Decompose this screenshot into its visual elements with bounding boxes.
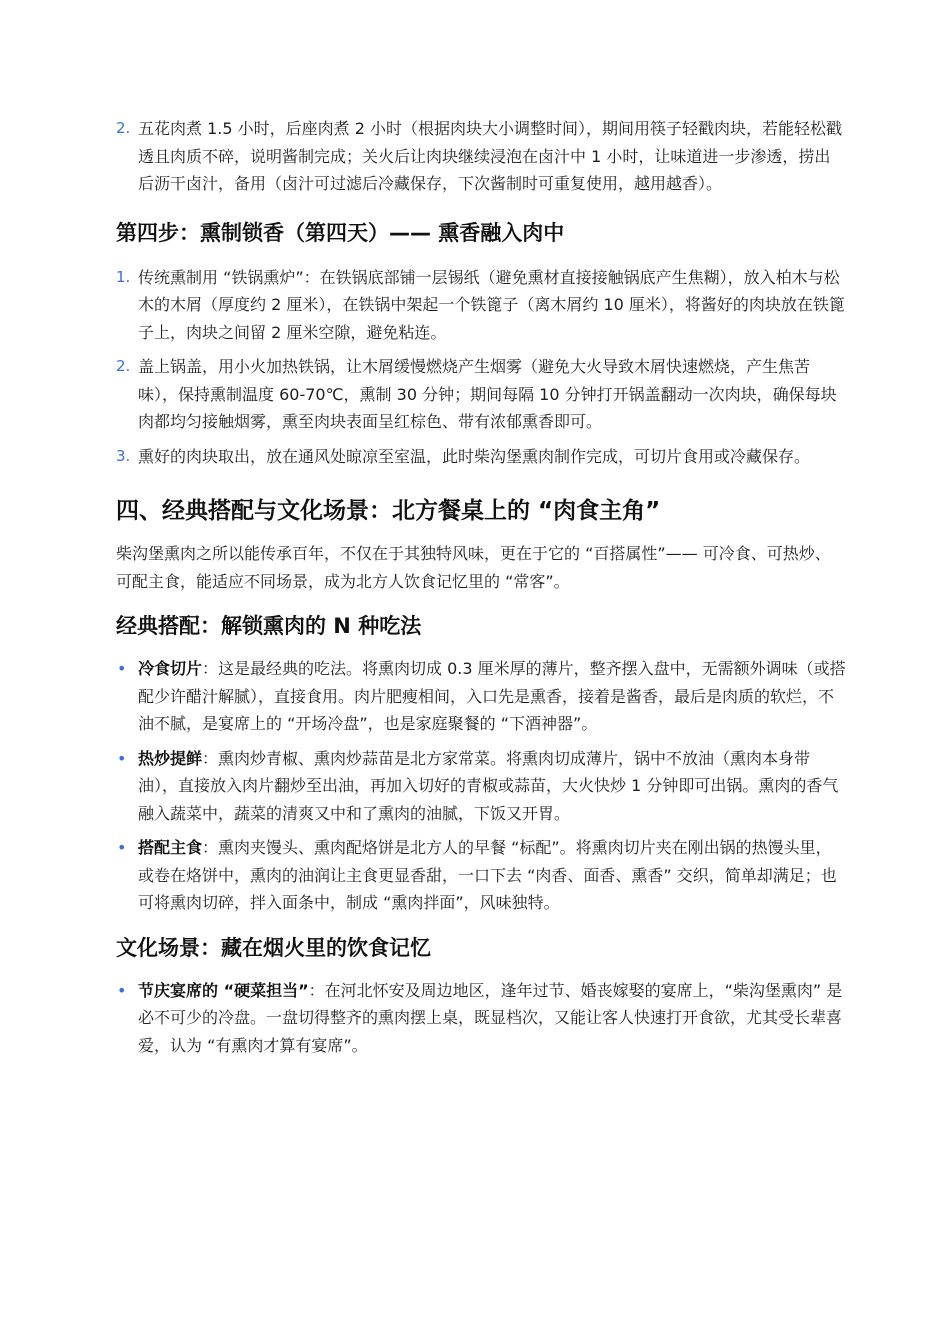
list-item (116, 264, 846, 347)
list-number: 3. (116, 446, 131, 465)
step4-list (116, 264, 846, 471)
steps-list-continued (116, 115, 846, 198)
list-item-text: ：熏肉夹馒头、熏肉配烙饼是北方人的早餐 “标配”。将熏肉切片夹在刚出锅的热馒头里，或卷在烙饼中，熏肉的油润让主食更显香甜，一口下去 “肉香、面香、熏香” 交织，简单却满足；也可将熏肉切碎，拌入面条中，制成 “熏肉拌面”，风味独特。 (138, 838, 837, 912)
list-item-title: 冷食切片 (138, 659, 203, 678)
list-item (116, 115, 846, 198)
list-item-text: ：熏肉炒青椒、熏肉炒蒜苗是北方家常菜。将熏肉切成薄片，锅中不放油（熏肉本身带油），直接放入肉片翻炒至出油，再加入切好的青椒或蒜苗，大火快炒 1 分钟即可出锅。熏肉的香气融入蔬菜中，蔬菜的清爽又中和了熏肉的油腻，下饭又开胃。 (138, 748, 839, 823)
list-item-text: ：这是最经典的吃法。将熏肉切成 0.3 厘米厚的薄片，整齐摆入盘中，无需额外调味（或搭配少许醋汁解腻），直接食用。肉片肥瘦相间，入口先是熏香，接着是酱香，最后是肉质的软烂，不油不腻，是宴席上的 “开场冷盘”，也是家庭聚餐的 “下酒神器”。 (138, 659, 846, 733)
document-content (116, 115, 846, 1066)
list-item-text: 熏好的肉块取出，放在通风处晾凉至室温，此时柴沟堡熏肉制作完成，可切片食用或冷藏保存。 (138, 446, 811, 466)
list-number: 2. (116, 119, 131, 137)
bullet-icon: • (117, 748, 127, 768)
bullet-icon: • (117, 980, 127, 1000)
list-number: 2. (116, 357, 131, 375)
list-item (116, 443, 846, 471)
list-item-text: ：在河北怀安及周边地区，逢年过节、婚丧嫁娶的宴席上，“柴沟堡熏肉” 是必不可少的冷盘。一盘切得整齐的熏肉摆上桌，既显档次，又能让客人快速打开食欲，尤其受长辈喜爱，认为 “有熏肉才算有宴席”。 (138, 980, 843, 1055)
list-item-title: 搭配主食 (138, 838, 203, 857)
bullet-icon: • (117, 838, 127, 857)
step4-heading: 第四步：熏制锁香（第四天）—— 熏香融入肉中 (116, 220, 565, 245)
section4-intro: 柴沟堡熏肉之所以能传承百年，不仅在于其独特风味，更在于它的 “百搭属性”—— 可冷食、可热炒、可配主食，能适应不同场景，成为北方人饮食记忆里的 “常客”。 (116, 544, 831, 591)
list-item-text: 传统熏制用 “铁锅熏炉”：在铁锅底部铺一层锡纸（避免熏材直接接触锅底产生焦糊），放入柏木与松木的木屑（厚度约 2 厘米），在铁锅中架起一个铁篦子（离木屑约 10 厘米），将酱好的肉块放在铁篦子上，肉块之间留 2 厘米空隙，避免粘连。 (138, 267, 845, 342)
list-item-text: 五花肉煮 1.5 小时，后座肉煮 2 小时（根据肉块大小调整时间），期间用筷子轻戳肉块，若能轻松戳透且肉质不碎，说明酱制完成；关火后让肉块继续浸泡在卤汁中 1 小时，让味道进一步渗透，捞出后沥干卤汁，备用（卤汁可过滤后冷藏保存，下次酱制时可重复使用，越用越香）。 (138, 119, 842, 193)
pairing-heading: 经典搭配：解锁熏肉的 N 种吃法 (116, 614, 422, 638)
list-item (116, 655, 846, 738)
list-number: 1. (116, 267, 131, 286)
list-item (116, 834, 846, 917)
section4-heading: 四、经典搭配与文化场景：北方餐桌上的 “肉食主角” (116, 498, 661, 524)
bullet-icon: • (117, 659, 127, 678)
list-item-text: 盖上锅盖，用小火加热铁锅，让木屑缓慢燃烧产生烟雾（避免大火导致木屑快速燃烧，产生焦苦味），保持熏制温度 60-70℃，熏制 30 分钟；期间每隔 10 分钟打开锅盖翻动一次肉块，确保每块肉都均匀接触烟雾，熏至肉块表面呈红棕色、带有浓郁熏香即可。 (138, 357, 837, 431)
list-item-title: 节庆宴席的 “硬菜担当” (138, 980, 309, 1000)
list-item (116, 977, 846, 1060)
culture-heading: 文化场景：藏在烟火里的饮食记忆 (116, 935, 431, 960)
culture-list (116, 977, 846, 1060)
list-item-title: 热炒提鲜 (138, 748, 203, 768)
list-item (116, 353, 846, 436)
list-item (116, 745, 846, 828)
pairing-list (116, 655, 846, 917)
